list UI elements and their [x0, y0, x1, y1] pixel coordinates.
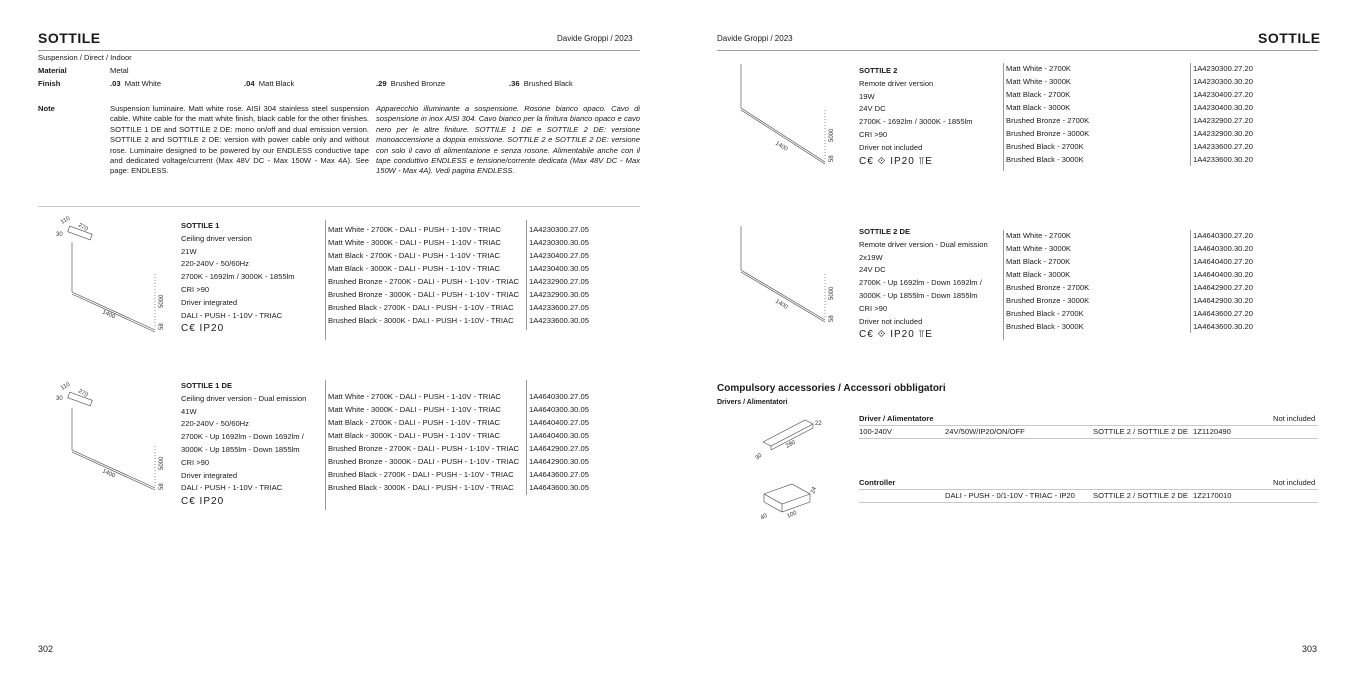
- spec-line: Driver integrated: [181, 297, 238, 307]
- sottile-1-variants: [328, 224, 519, 328]
- variant-code: 1A4643600.27.05: [529, 469, 589, 479]
- column-divider: [1003, 63, 1004, 171]
- certification-marks: C€ ⟐ IP20 ⫪E: [859, 329, 933, 341]
- variant-desc: Matt White - 2700K: [1006, 64, 1071, 73]
- spec-line: Driver integrated: [181, 470, 238, 480]
- driver-code: 1Z1120490: [1193, 427, 1231, 436]
- dim-label: 22: [815, 421, 822, 427]
- finish-name: Brushed Bronze: [390, 79, 446, 88]
- variant-desc: Matt Black - 3000K: [1006, 269, 1071, 279]
- finish-code: .04: [244, 79, 255, 88]
- spec-line: DALI - PUSH - 1-10V - TRIAC: [181, 483, 283, 493]
- sottile-2-variants: [1006, 63, 1089, 167]
- left-page-title: SOTTILE: [38, 30, 101, 46]
- variant-desc: Brushed Black - 2700K: [1006, 308, 1084, 318]
- variant-desc: Matt White - 2700K - DALI - PUSH - 1-10V - TRIAC: [328, 392, 501, 401]
- dim-label: 280: [785, 439, 797, 450]
- left-page-number: 302: [38, 644, 54, 654]
- product-name: SOTTILE 1 DE: [181, 381, 233, 390]
- variant-code: 1A4640400.30.20: [1193, 269, 1253, 279]
- variant-desc: Brushed Black - 3000K: [1006, 321, 1084, 331]
- variant-desc: Brushed Black - 3000K - DALI - PUSH - 1-10V - TRIAC: [328, 482, 514, 492]
- driver-heading: Driver / Alimentatore: [859, 414, 934, 423]
- certification-marks: C€ IP20: [181, 496, 225, 508]
- variant-code: 1A4642900.27.20: [1193, 282, 1253, 292]
- finish-name: Brushed Black: [523, 79, 573, 88]
- dim-label: 5000: [829, 128, 835, 142]
- material-label: Material: [38, 66, 67, 75]
- sottile-2-codes: [1193, 63, 1253, 167]
- variant-desc: Matt Black - 3000K: [1006, 102, 1071, 112]
- variant-desc: Brushed Bronze - 3000K - DALI - PUSH - 1-10V - TRIAC: [328, 456, 520, 466]
- variant-desc: Brushed Bronze - 2700K - DALI - PUSH - 1-10V - TRIAC: [328, 276, 520, 286]
- driver-drawing: [755, 414, 835, 464]
- variant-desc: Brushed Black - 2700K - DALI - PUSH - 1-10V - TRIAC: [328, 302, 514, 312]
- dim-label: 5000: [159, 294, 165, 308]
- variant-code: 1A4640400.27.05: [529, 417, 589, 427]
- variant-desc: Brushed Black - 2700K: [1006, 141, 1084, 151]
- variant-code: 1A4642900.30.20: [1193, 295, 1253, 305]
- column-divider: [526, 380, 527, 495]
- right-page-title: SOTTILE: [1258, 30, 1321, 46]
- variant-desc: Brushed Black - 3000K - DALI - PUSH - 1-10V - TRIAC: [328, 315, 514, 325]
- controller-heading: Controller: [859, 478, 896, 487]
- right-page-number: 303: [1302, 644, 1318, 654]
- dim-label: 1400: [773, 140, 789, 153]
- driver-output: 24V/50W/IP20/ON/OFF: [945, 427, 1025, 436]
- variant-code: 1A4642900.27.05: [529, 443, 589, 453]
- variant-desc: Matt Black - 3000K - DALI - PUSH - 1-10V - TRIAC: [328, 430, 501, 440]
- variant-code: 1A4643600.27.20: [1193, 308, 1253, 318]
- driver-input: 100-240V: [859, 427, 892, 436]
- dim-label: 30: [56, 232, 63, 238]
- spec-line: 3000K - Up 1855lm - Down 1855lm: [859, 290, 978, 300]
- spec-line: 2700K - Up 1692lm - Down 1692lm /: [181, 432, 304, 442]
- spec-line: 2700K - Up 1692lm - Down 1692lm /: [859, 278, 982, 288]
- accessories-subtitle: Drivers / Alimentatori: [717, 399, 788, 406]
- spec-line: CRI >90: [859, 129, 888, 139]
- variant-code: 1A4640400.30.05: [529, 430, 589, 440]
- variant-code: 1A4640400.27.20: [1193, 256, 1253, 266]
- right-header-rule: [717, 50, 1318, 51]
- variant-desc: Brushed Black - 2700K - DALI - PUSH - 1-10V - TRIAC: [328, 469, 514, 479]
- variant-code: 1A4233600.30.20: [1193, 154, 1253, 164]
- variant-desc: Matt Black - 2700K: [1006, 256, 1071, 266]
- variant-code: 1A4233600.30.05: [529, 315, 589, 325]
- material-value: Metal: [110, 66, 129, 75]
- controller-code: 1Z2170010: [1193, 491, 1232, 500]
- variant-desc: Matt White - 2700K - DALI - PUSH - 1-10V - TRIAC: [328, 225, 501, 234]
- variant-desc: Matt White - 3000K: [1006, 76, 1071, 86]
- dim-label: 30: [754, 452, 764, 462]
- dim-label: 58: [829, 155, 835, 162]
- variant-desc: Matt Black - 2700K: [1006, 89, 1071, 99]
- dim-label: 58: [829, 315, 835, 322]
- finish-code: .36: [509, 79, 520, 88]
- row-rule: [859, 425, 1318, 426]
- dim-label: 1400: [773, 298, 789, 311]
- spec-line: 220-240V - 50/60Hz: [181, 259, 249, 269]
- spec-line: Driver not included: [859, 316, 923, 326]
- controller-compatibility: SOTTILE 2 / SOTTILE 2 DE: [1093, 491, 1188, 500]
- variant-desc: Matt White - 3000K - DALI - PUSH - 1-10V - TRIAC: [328, 404, 501, 414]
- dim-label: 110: [60, 381, 72, 392]
- dim-label: 24: [810, 486, 819, 495]
- variant-code: 1A4230400.27.20: [1193, 89, 1253, 99]
- sottile-1-de-specs: [181, 380, 306, 509]
- spec-line: CRI >90: [181, 284, 210, 294]
- note-english: Suspension luminaire. Matt white rose. AISI 304 stainless steel suspension cable. White cable for the matt white finish, black cable for the other finishes. SOTTILE 1 DE and SOTTILE 2 DE: mono on/off and dual emission version. SOTTILE 2 and SOTTILE 2 DE: version with power cable only and without rose. Luminaire designed to be powered by our ENDLESS conductive tape and dedicated voltage/current (Max 48V DC - Max 150W - Max 4A). See page: ENDLESS.: [110, 104, 369, 176]
- certification-marks: C€ IP20: [181, 323, 225, 335]
- spec-line: DALI - PUSH - 1-10V - TRIAC: [181, 310, 283, 320]
- accessories-title: Compulsory accessories / Accessori obbligatori: [717, 383, 946, 394]
- finish-item: [110, 78, 161, 91]
- sottile-1-codes: [529, 224, 589, 328]
- variant-code: 1A4642900.30.05: [529, 456, 589, 466]
- variant-code: 1A4230400.30.05: [529, 263, 589, 273]
- sottile-1-specs: [181, 220, 295, 336]
- product-name: SOTTILE 1: [181, 221, 220, 230]
- spec-line: 41W: [181, 406, 197, 416]
- left-header-rule: [38, 50, 640, 51]
- finish-label: Finish: [38, 79, 61, 88]
- sottile-1-drawing: [50, 212, 170, 342]
- variant-desc: Brushed Bronze - 3000K - DALI - PUSH - 1-10V - TRIAC: [328, 289, 520, 299]
- certification-marks: C€ ⟐ IP20 ⫪E: [859, 155, 933, 167]
- variant-code: 1A4232900.30.20: [1193, 128, 1253, 138]
- finish-name: Matt Black: [258, 79, 295, 88]
- variant-desc: Matt Black - 2700K - DALI - PUSH - 1-10V - TRIAC: [328, 417, 501, 427]
- spec-line: 24V DC: [859, 265, 886, 275]
- column-divider: [1190, 63, 1191, 166]
- variant-desc: Brushed Bronze - 3000K: [1006, 295, 1090, 305]
- variant-desc: Brushed Bronze - 2700K - DALI - PUSH - 1-10V - TRIAC: [328, 443, 520, 453]
- dim-label: 5000: [829, 286, 835, 300]
- variant-code: 1A4643600.30.05: [529, 482, 589, 492]
- dim-label: 5000: [159, 456, 165, 470]
- variant-code: 1A4230300.27.20: [1193, 64, 1253, 73]
- right-designer: Davide Groppi / 2023: [717, 34, 793, 43]
- spec-line: Driver not included: [859, 142, 923, 152]
- sottile-2-specs: [859, 65, 973, 169]
- finish-item: [376, 78, 445, 91]
- dim-label: 58: [159, 323, 165, 330]
- sottile-1-de-variants: [328, 391, 519, 495]
- variant-desc: Matt Black - 2700K - DALI - PUSH - 1-10V - TRIAC: [328, 250, 501, 260]
- column-divider: [325, 220, 326, 340]
- variant-code: 1A4640300.27.05: [529, 392, 589, 401]
- variant-code: 1A4640300.30.20: [1193, 243, 1253, 253]
- column-divider: [526, 220, 527, 330]
- variant-code: 1A4232900.27.20: [1193, 115, 1253, 125]
- variant-code: 1A4233600.27.05: [529, 302, 589, 312]
- variant-code: 1A4230400.30.20: [1193, 102, 1253, 112]
- product-name: SOTTILE 2: [859, 66, 898, 75]
- spec-line: 2700K - 1692lm / 3000K - 1855lm: [181, 272, 295, 282]
- finish-code: .29: [376, 79, 387, 88]
- variant-desc: Matt White - 3000K: [1006, 243, 1071, 253]
- dim-label: 270: [77, 222, 89, 233]
- sottile-2-de-variants: [1006, 230, 1089, 334]
- column-divider: [1003, 230, 1004, 340]
- dim-label: 270: [77, 388, 89, 399]
- variant-desc: Matt White - 2700K: [1006, 231, 1071, 240]
- dim-label: 1400: [101, 309, 116, 321]
- spec-line: 24V DC: [859, 104, 886, 114]
- sottile-1-de-codes: [529, 391, 589, 495]
- variant-code: 1A4640300.27.20: [1193, 231, 1253, 240]
- sottile-2-drawing: [735, 60, 845, 175]
- controller-protocol: DALI - PUSH - 0/1-10V - TRIAC - IP20: [945, 491, 1075, 500]
- variant-code: 1A4230300.30.20: [1193, 76, 1253, 86]
- note-italian: Apparecchio illuminante a sospensione. Rosone bianco opaco. Cavo di sospensione in inox AISI 304. Cavo bianco per la finitura bianco opaco e cavo nero per le altre finiture. SOTTILE 1 DE e SOTTILE 2 DE: versione monoaccensione a doppia emissione. SOTTILE 2 e SOTTILE 2 DE: versione con solo il cavo di alimentazione e senza rosone. Alimentabile anche con il tape conduttivo ENDLESS e tensione/corrente dedicata (Max 48V DC - Max 150W - Max 4A). Vedi pagina ENDLESS.: [376, 104, 640, 176]
- spec-line: 21W: [181, 246, 197, 256]
- column-divider: [325, 380, 326, 510]
- dim-label: 40: [759, 512, 769, 522]
- finish-name: Matt White: [124, 79, 162, 88]
- variant-code: 1A4640300.30.05: [529, 404, 589, 414]
- variant-desc: Brushed Bronze - 2700K: [1006, 115, 1090, 125]
- spec-line: CRI >90: [181, 457, 210, 467]
- variant-code: 1A4230300.27.05: [529, 225, 589, 234]
- driver-compatibility: SOTTILE 2 / SOTTILE 2 DE: [1093, 427, 1188, 436]
- spec-line: Ceiling driver version - Dual emission: [181, 393, 307, 403]
- spec-line: CRI >90: [859, 303, 888, 313]
- variant-code: 1A4230400.27.05: [529, 250, 589, 260]
- spec-line: Ceiling driver version: [181, 233, 252, 243]
- spec-line: 220-240V - 50/60Hz: [181, 419, 249, 429]
- finish-item: [509, 78, 573, 91]
- row-rule: [859, 438, 1318, 439]
- variant-code: 1A4643600.30.20: [1193, 321, 1253, 331]
- sottile-2-de-specs: [859, 226, 988, 342]
- spec-line: 3000K - Up 1855lm - Down 1855lm: [181, 444, 300, 454]
- dim-label: 58: [159, 483, 165, 490]
- dim-label: 1400: [101, 468, 116, 480]
- variant-code: 1A4232900.27.05: [529, 276, 589, 286]
- category: Suspension / Direct / Indoor: [38, 53, 132, 62]
- column-divider: [1190, 230, 1191, 333]
- controller-drawing: [758, 480, 838, 522]
- variant-desc: Matt White - 3000K - DALI - PUSH - 1-10V - TRIAC: [328, 237, 501, 247]
- variant-desc: Brushed Bronze - 2700K: [1006, 282, 1090, 292]
- dim-label: 30: [56, 396, 63, 402]
- product-name: SOTTILE 2 DE: [859, 227, 911, 236]
- variant-desc: Brushed Black - 3000K: [1006, 154, 1084, 164]
- sottile-1-de-drawing: [50, 378, 170, 508]
- finish-code: .03: [110, 79, 121, 88]
- variant-desc: Brushed Bronze - 3000K: [1006, 128, 1090, 138]
- controller-availability: Not included: [1273, 478, 1316, 487]
- spec-line: 2x19W: [859, 252, 883, 262]
- variant-code: 1A4230300.30.05: [529, 237, 589, 247]
- spec-line: Remote driver version: [859, 78, 934, 88]
- driver-availability: Not included: [1273, 414, 1316, 423]
- row-rule: [859, 489, 1318, 490]
- row-rule: [859, 502, 1318, 503]
- spec-line: 19W: [859, 91, 875, 101]
- spec-line: Remote driver version - Dual emission: [859, 239, 988, 249]
- left-designer: Davide Groppi / 2023: [557, 34, 633, 43]
- variant-code: 1A4232900.30.05: [529, 289, 589, 299]
- variant-desc: Matt Black - 3000K - DALI - PUSH - 1-10V - TRIAC: [328, 263, 501, 273]
- note-label: Note: [38, 104, 55, 113]
- finish-item: [244, 78, 294, 91]
- spec-line: 2700K - 1692lm / 3000K - 1855lm: [859, 117, 973, 127]
- sottile-2-de-codes: [1193, 230, 1253, 334]
- dim-label: 100: [786, 510, 798, 520]
- variant-code: 1A4233600.27.20: [1193, 141, 1253, 151]
- sottile-2-de-drawing: [735, 222, 845, 337]
- dim-label: 110: [60, 215, 72, 226]
- section-divider: [38, 206, 640, 207]
